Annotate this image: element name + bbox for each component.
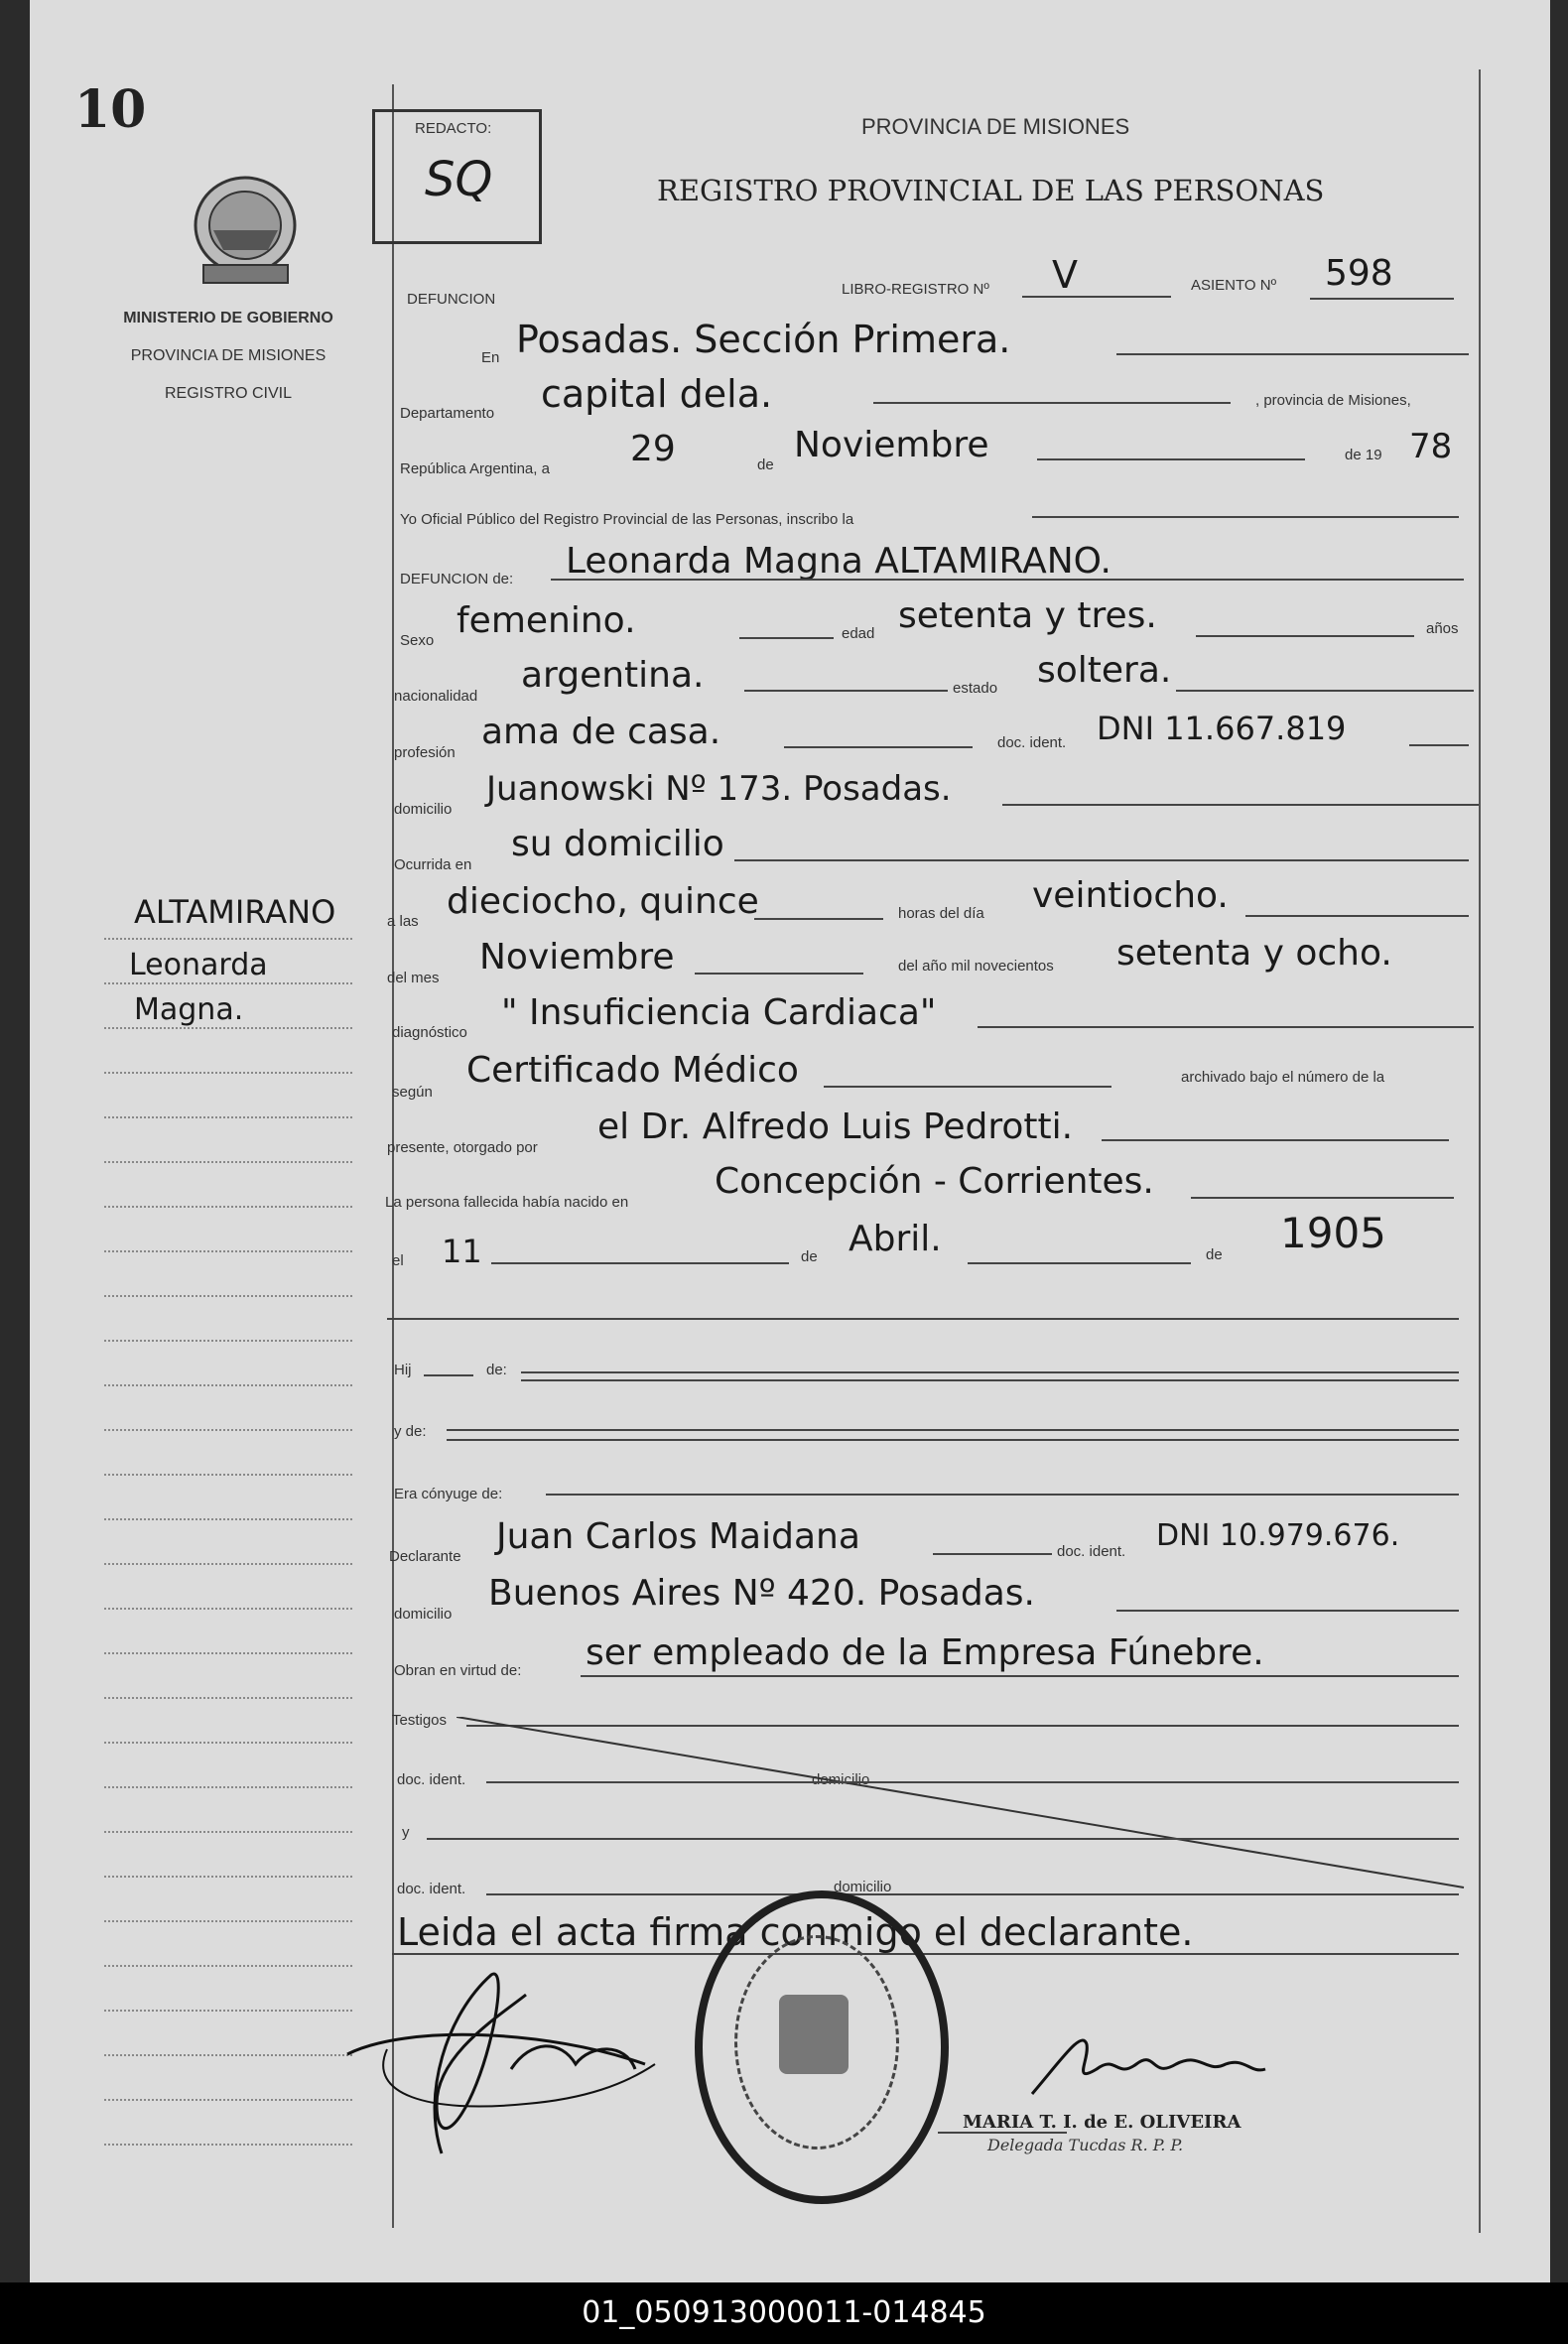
t-y-label: y [402,1824,410,1841]
profesion-line [784,746,973,748]
doc-line [1409,744,1469,746]
asiento-line [1310,298,1454,300]
del-anio-label: del año mil novecientos [898,958,1054,975]
officer-name: MARIA T. I. de E. OLIVEIRA [963,2112,1241,2133]
presente-label: presente, otorgado por [387,1139,538,1156]
decl-domicilio-value: Buenos Aires Nº 420. Posadas. [488,1573,1036,1614]
el-de-label: de [801,1248,818,1265]
margin-dotted-line [104,1206,352,1208]
en-value: Posadas. Sección Primera. [516,318,1011,361]
margin-dotted-line [104,1608,352,1610]
margin-dotted-line [104,2010,352,2012]
anos-label: años [1426,620,1459,637]
t-domicilio2-label: domicilio [834,1879,892,1895]
edad-line [1196,635,1414,637]
right-rule [1479,69,1481,2233]
margin-dotted-line [104,1027,352,1029]
officer-title: Delegada Tucdas R. P. P. [987,2136,1184,2154]
margin-dotted-line [104,1786,352,1788]
registro-civil-label: REGISTRO CIVIL [164,385,293,402]
blank-line [387,1318,1459,1320]
provincia-suffix: , provincia de Misiones, [1255,392,1411,409]
decl-doc-value: DNI 10.979.676. [1156,1518,1400,1553]
segun-value: Certificado Médico [466,1050,799,1091]
obran-value: ser empleado de la Empresa Fúnebre. [586,1632,1264,1673]
margin-dotted-line [104,1384,352,1386]
provincia-label: PROVINCIA DE MISIONES [130,347,327,364]
edad-value: setenta y tres. [898,595,1157,636]
defuncion-de-value: Leonarda Magna ALTAMIRANO. [566,541,1111,582]
asiento-value: 598 [1325,253,1393,294]
nacionalidad-line [744,690,948,692]
segun-line [824,1086,1111,1088]
sexo-line [739,637,834,639]
strike-diagonal [457,1717,1469,1895]
margin-dotted-line [104,1295,352,1297]
presente-value: el Dr. Alfredo Luis Pedrotti. [597,1107,1074,1147]
officer-line [938,2132,1067,2134]
domicilio-label: domicilio [394,801,453,818]
archivado-label: archivado bajo el número de la [1181,1069,1385,1086]
presente-line [1102,1139,1449,1141]
conyuge-line [546,1494,1459,1496]
margin-dotted-line [104,1518,352,1520]
edad-label: edad [842,625,875,642]
testigos-label: Testigos [392,1712,448,1729]
diagnostico-label: diagnóstico [392,1024,467,1041]
domicilio-value: Juanowski Nº 173. Posadas. [486,769,952,809]
margin-dotted-line [104,1563,352,1565]
nacido-line [1191,1197,1454,1199]
el-dia-line [491,1262,789,1264]
nacionalidad-value: argentina. [521,655,705,696]
hij-short-line [424,1374,473,1376]
yde-label: y de: [394,1423,427,1440]
profesion-value: ama de casa. [481,712,721,752]
hij-line1 [521,1371,1459,1373]
republica-label: República Argentina, a [400,460,550,477]
margin-dotted-line [104,1697,352,1699]
nacionalidad-label: nacionalidad [394,688,478,705]
el-mes-line [968,1262,1191,1264]
margin-dotted-line [104,1340,352,1342]
a-las-value: dieciocho, quince [447,881,759,922]
header-provincia: PROVINCIA DE MISIONES [861,114,1130,139]
del-anio-value: setenta y ocho. [1116,933,1392,974]
libro-line [1022,296,1171,298]
doc-label: doc. ident. [997,734,1067,751]
mes-value: Noviembre [794,425,989,465]
de-label: de [757,456,774,473]
el-label: el [392,1252,404,1269]
margin-dotted-line [104,2099,352,2101]
margin-note-name: Leonarda [129,948,268,982]
margin-note-surname: ALTAMIRANO [134,893,336,931]
header-title: REGISTRO PROVINCIAL DE LAS PERSONAS [657,174,1325,207]
depto-value: capital dela. [541,372,773,416]
libro-label: LIBRO-REGISTRO Nº [842,281,989,298]
coat-of-arms-icon [189,171,303,290]
nacido-value: Concepción - Corrientes. [715,1161,1154,1202]
t-y-line [427,1838,1459,1840]
margin-dotted-line [104,1652,352,1654]
estado-label: estado [953,680,998,697]
yo-line [1032,516,1459,518]
obran-label: Obran en virtud de: [394,1662,522,1679]
decl-domicilio-label: domicilio [394,1606,453,1623]
horas-value: veintiocho. [1032,875,1229,916]
redacto-label: REDACTO: [415,120,492,137]
a-las-line [754,918,883,920]
estado-value: soltera. [1037,650,1172,691]
defuncion-de-label: DEFUNCION de: [400,571,514,587]
t-domicilio-label: domicilio [812,1771,870,1788]
margin-dotted-line [104,982,352,984]
libro-value: V [1052,253,1078,297]
margin-dotted-line [104,1250,352,1252]
yde-line2 [447,1439,1459,1441]
decl-doc-label: doc. ident. [1057,1543,1126,1560]
left-rule [392,84,394,2228]
mes-line [1037,458,1305,460]
margin-dotted-line [104,1474,352,1476]
t-doc-line [486,1781,1459,1783]
margin-dotted-line [104,1429,352,1431]
dia-value: 29 [630,429,676,469]
del-mes-label: del mes [387,970,440,986]
declarante-label: Declarante [389,1548,461,1565]
el-mes-value: Abril. [849,1219,942,1259]
hij-label: Hij [394,1362,412,1378]
redacto-box [372,109,542,244]
segun-label: según [392,1084,433,1101]
profesion-label: profesión [394,744,456,761]
margin-dotted-line [104,2054,352,2056]
official-seal-emblem [779,1995,849,2074]
doc-value: DNI 11.667.819 [1097,710,1347,747]
anio-value: 78 [1409,427,1453,466]
t-doc2-label: doc. ident. [397,1881,466,1897]
margin-dotted-line [104,1876,352,1878]
declarante-line [933,1553,1052,1555]
t-doc-label: doc. ident. [397,1771,466,1788]
declarant-signature [327,1955,685,2173]
sexo-value: femenino. [457,600,636,641]
margin-dotted-line [104,1161,352,1163]
t-doc2-line [486,1893,1459,1895]
margin-dotted-line [104,938,352,940]
hij-de-label: de: [486,1362,507,1378]
yde-line1 [447,1429,1459,1431]
domicilio-line [1002,804,1479,806]
el-dia-value: 11 [442,1233,482,1270]
leida-value: Leida el acta firma conmigo el declarante. [397,1910,1194,1954]
horas-label: horas del día [898,905,984,922]
margin-dotted-line [104,1965,352,1967]
ocurrida-line [734,859,1469,861]
officer-signature [992,2019,1290,2109]
ocurrida-value: su domicilio [511,824,724,864]
obran-line [581,1675,1459,1677]
asiento-label: ASIENTO Nº [1191,277,1277,294]
diagnostico-line [978,1026,1474,1028]
margin-note-name2: Magna. [134,992,244,1027]
hij-line2 [521,1379,1459,1381]
depto-label: Departamento [400,405,495,422]
yo-oficial-label: Yo Oficial Público del Registro Provincial de las Personas, inscribo la [400,511,854,528]
margin-dotted-line [104,1742,352,1744]
margin-dotted-line [104,1116,352,1118]
en-label: En [481,349,500,366]
nacido-label: La persona fallecida había nacido en [385,1194,629,1211]
horas-line [1245,915,1469,917]
margin-dotted-line [104,1072,352,1074]
del-mes-value: Noviembre [479,937,675,977]
margin-dotted-line [104,1920,352,1922]
ocurrida-label: Ocurrida en [394,856,472,873]
diagnostico-value: " Insuficiencia Cardiaca" [501,992,937,1033]
en-line [1116,353,1469,355]
del-mes-line [695,973,863,975]
de19-label: de 19 [1345,447,1382,463]
estado-line [1176,690,1474,692]
ministerio-label: MINISTERIO DE GOBIERNO [123,310,333,326]
image-caption: 01_050913000011-014845 [0,2282,1568,2344]
depto-line [873,402,1231,404]
el-anio-value: 1905 [1280,1209,1386,1257]
margin-dotted-line [104,1831,352,1833]
a-las-label: a las [387,913,419,930]
redacto-value: SQ [425,152,493,207]
el-de2-label: de [1206,1246,1223,1263]
sexo-label: Sexo [400,632,435,649]
defuncion-label: DEFUNCION [407,291,496,308]
defuncion-line [551,579,1464,581]
declarante-value: Juan Carlos Maidana [496,1516,860,1557]
page-number: 10 [74,79,147,140]
decl-domicilio-line [1116,1610,1459,1612]
margin-dotted-line [104,2144,352,2146]
conyuge-label: Era cónyuge de: [394,1486,503,1502]
